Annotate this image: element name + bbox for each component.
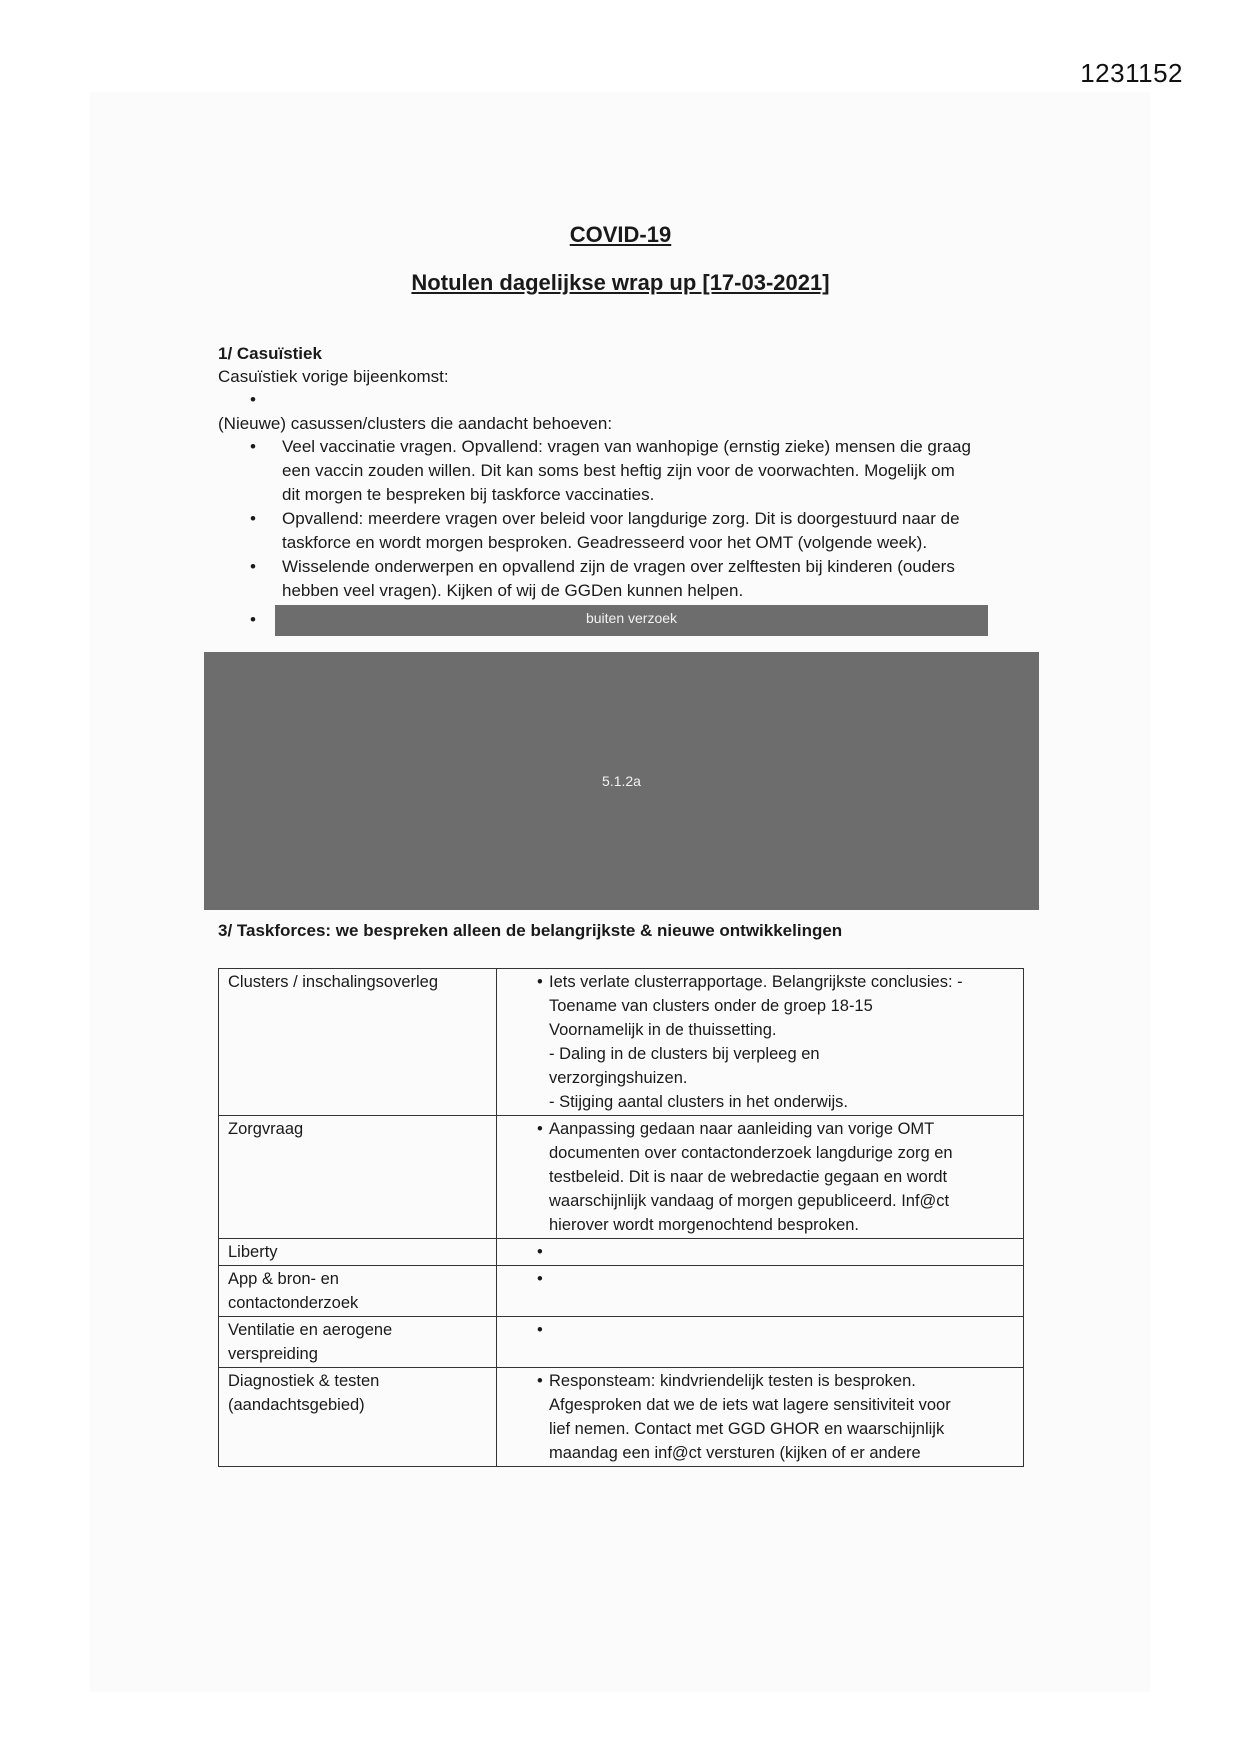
taskforce-notes xyxy=(497,1317,1024,1368)
taskforce-name: App & bron- en contactonderzoek xyxy=(219,1266,497,1317)
bullet-icon: • xyxy=(537,1270,543,1288)
bullet-icon: • xyxy=(250,610,256,629)
list-item: • Opvallend: meerdere vragen over beleid voor langdurige zorg. Dit is doorgestuurd naar de taskforce en wordt morgen besproken. Geadresseerd voor het OMT (volgende week). xyxy=(218,507,1038,555)
document-id: 1231152 xyxy=(1080,58,1183,88)
bullet-icon: • xyxy=(537,1321,543,1339)
bullet-icon: • xyxy=(537,1243,543,1261)
redaction-block xyxy=(204,652,1039,910)
table-row xyxy=(219,1368,1024,1467)
taskforce-name: Diagnostiek & testen (aandachtsgebied) xyxy=(219,1368,497,1467)
previous-cases-label: Casuïstiek vorige bijeenkomst: xyxy=(218,367,449,386)
list-item: • Veel vaccinatie vragen. Opvallend: vragen van wanhopige (ernstig zieke) mensen die graag een vaccin zouden willen. Dit kan soms best heftig zijn voor de voorwachten. Mogelijk om dit morgen te bespreken bij taskforce vaccinaties. xyxy=(218,435,1038,507)
new-cases-list xyxy=(218,435,1038,603)
table-row xyxy=(219,969,1024,1116)
bullet-icon: • xyxy=(537,973,543,991)
list-item xyxy=(218,388,1038,412)
taskforce-name: Ventilatie en aerogene verspreiding xyxy=(219,1317,497,1368)
section-casuistiek xyxy=(218,342,1038,603)
bullet-icon: • xyxy=(537,1120,543,1138)
taskforce-notes: • Responsteam: kindvriendelijk testen is besproken. Afgesproken dat we de iets wat lagere sensitiviteit voor lief nemen. Contact met GGD GHOR en waarschijnlijk maandag een inf@ct versturen (kijken of er andere xyxy=(497,1368,1024,1467)
taskforce-notes xyxy=(497,1266,1024,1317)
redaction-bar: buiten verzoek xyxy=(275,605,988,636)
new-cases-label: (Nieuwe) casussen/clusters die aandacht behoeven: xyxy=(218,414,613,433)
taskforce-name: Liberty xyxy=(219,1239,497,1266)
table-row xyxy=(219,1266,1024,1317)
taskforce-notes xyxy=(497,1239,1024,1266)
table-row xyxy=(219,1239,1024,1266)
taskforce-name: Zorgvraag xyxy=(219,1116,497,1239)
previous-cases-list xyxy=(218,388,1038,412)
taskforce-notes: • Iets verlate clusterrapportage. Belangrijkste conclusies: - Toename van clusters onder de groep 18-15 Voornamelijk in de thuissetting. - Daling in de clusters bij verpleeg en verzorgingshuizen. - Stijging aantal clusters in het onderwijs. xyxy=(497,969,1024,1116)
taskforce-notes: • Aanpassing gedaan naar aanleiding van vorige OMT documenten over contactonderzoek langdurige zorg en testbeleid. Dit is naar de webredactie gegaan en wordt waarschijnlijk vandaag of morgen gepubliceerd. Inf@ct hierover wordt morgenochtend besproken. xyxy=(497,1116,1024,1239)
taskforces-heading: 3/ Taskforces: we bespreken alleen de belangrijkste & nieuwe ontwikkelingen xyxy=(218,921,843,940)
taskforces-table xyxy=(218,968,1024,1467)
redaction-label: 5.1.2a xyxy=(602,773,641,789)
document-subtitle: Notulen dagelijkse wrap up [17-03-2021] xyxy=(411,270,830,295)
table-row xyxy=(219,1317,1024,1368)
bullet-icon: • xyxy=(537,1372,543,1390)
taskforce-name: Clusters / inschalingsoverleg xyxy=(219,969,497,1116)
section-heading: 1/ Casuïstiek xyxy=(218,344,322,363)
table-row xyxy=(219,1116,1024,1239)
document-title: COVID-19 xyxy=(569,222,672,247)
list-item: • Wisselende onderwerpen en opvallend zijn de vragen over zelftesten bij kinderen (ouders hebben veel vragen). Kijken of wij de GGDen kunnen helpen. xyxy=(218,555,1038,603)
